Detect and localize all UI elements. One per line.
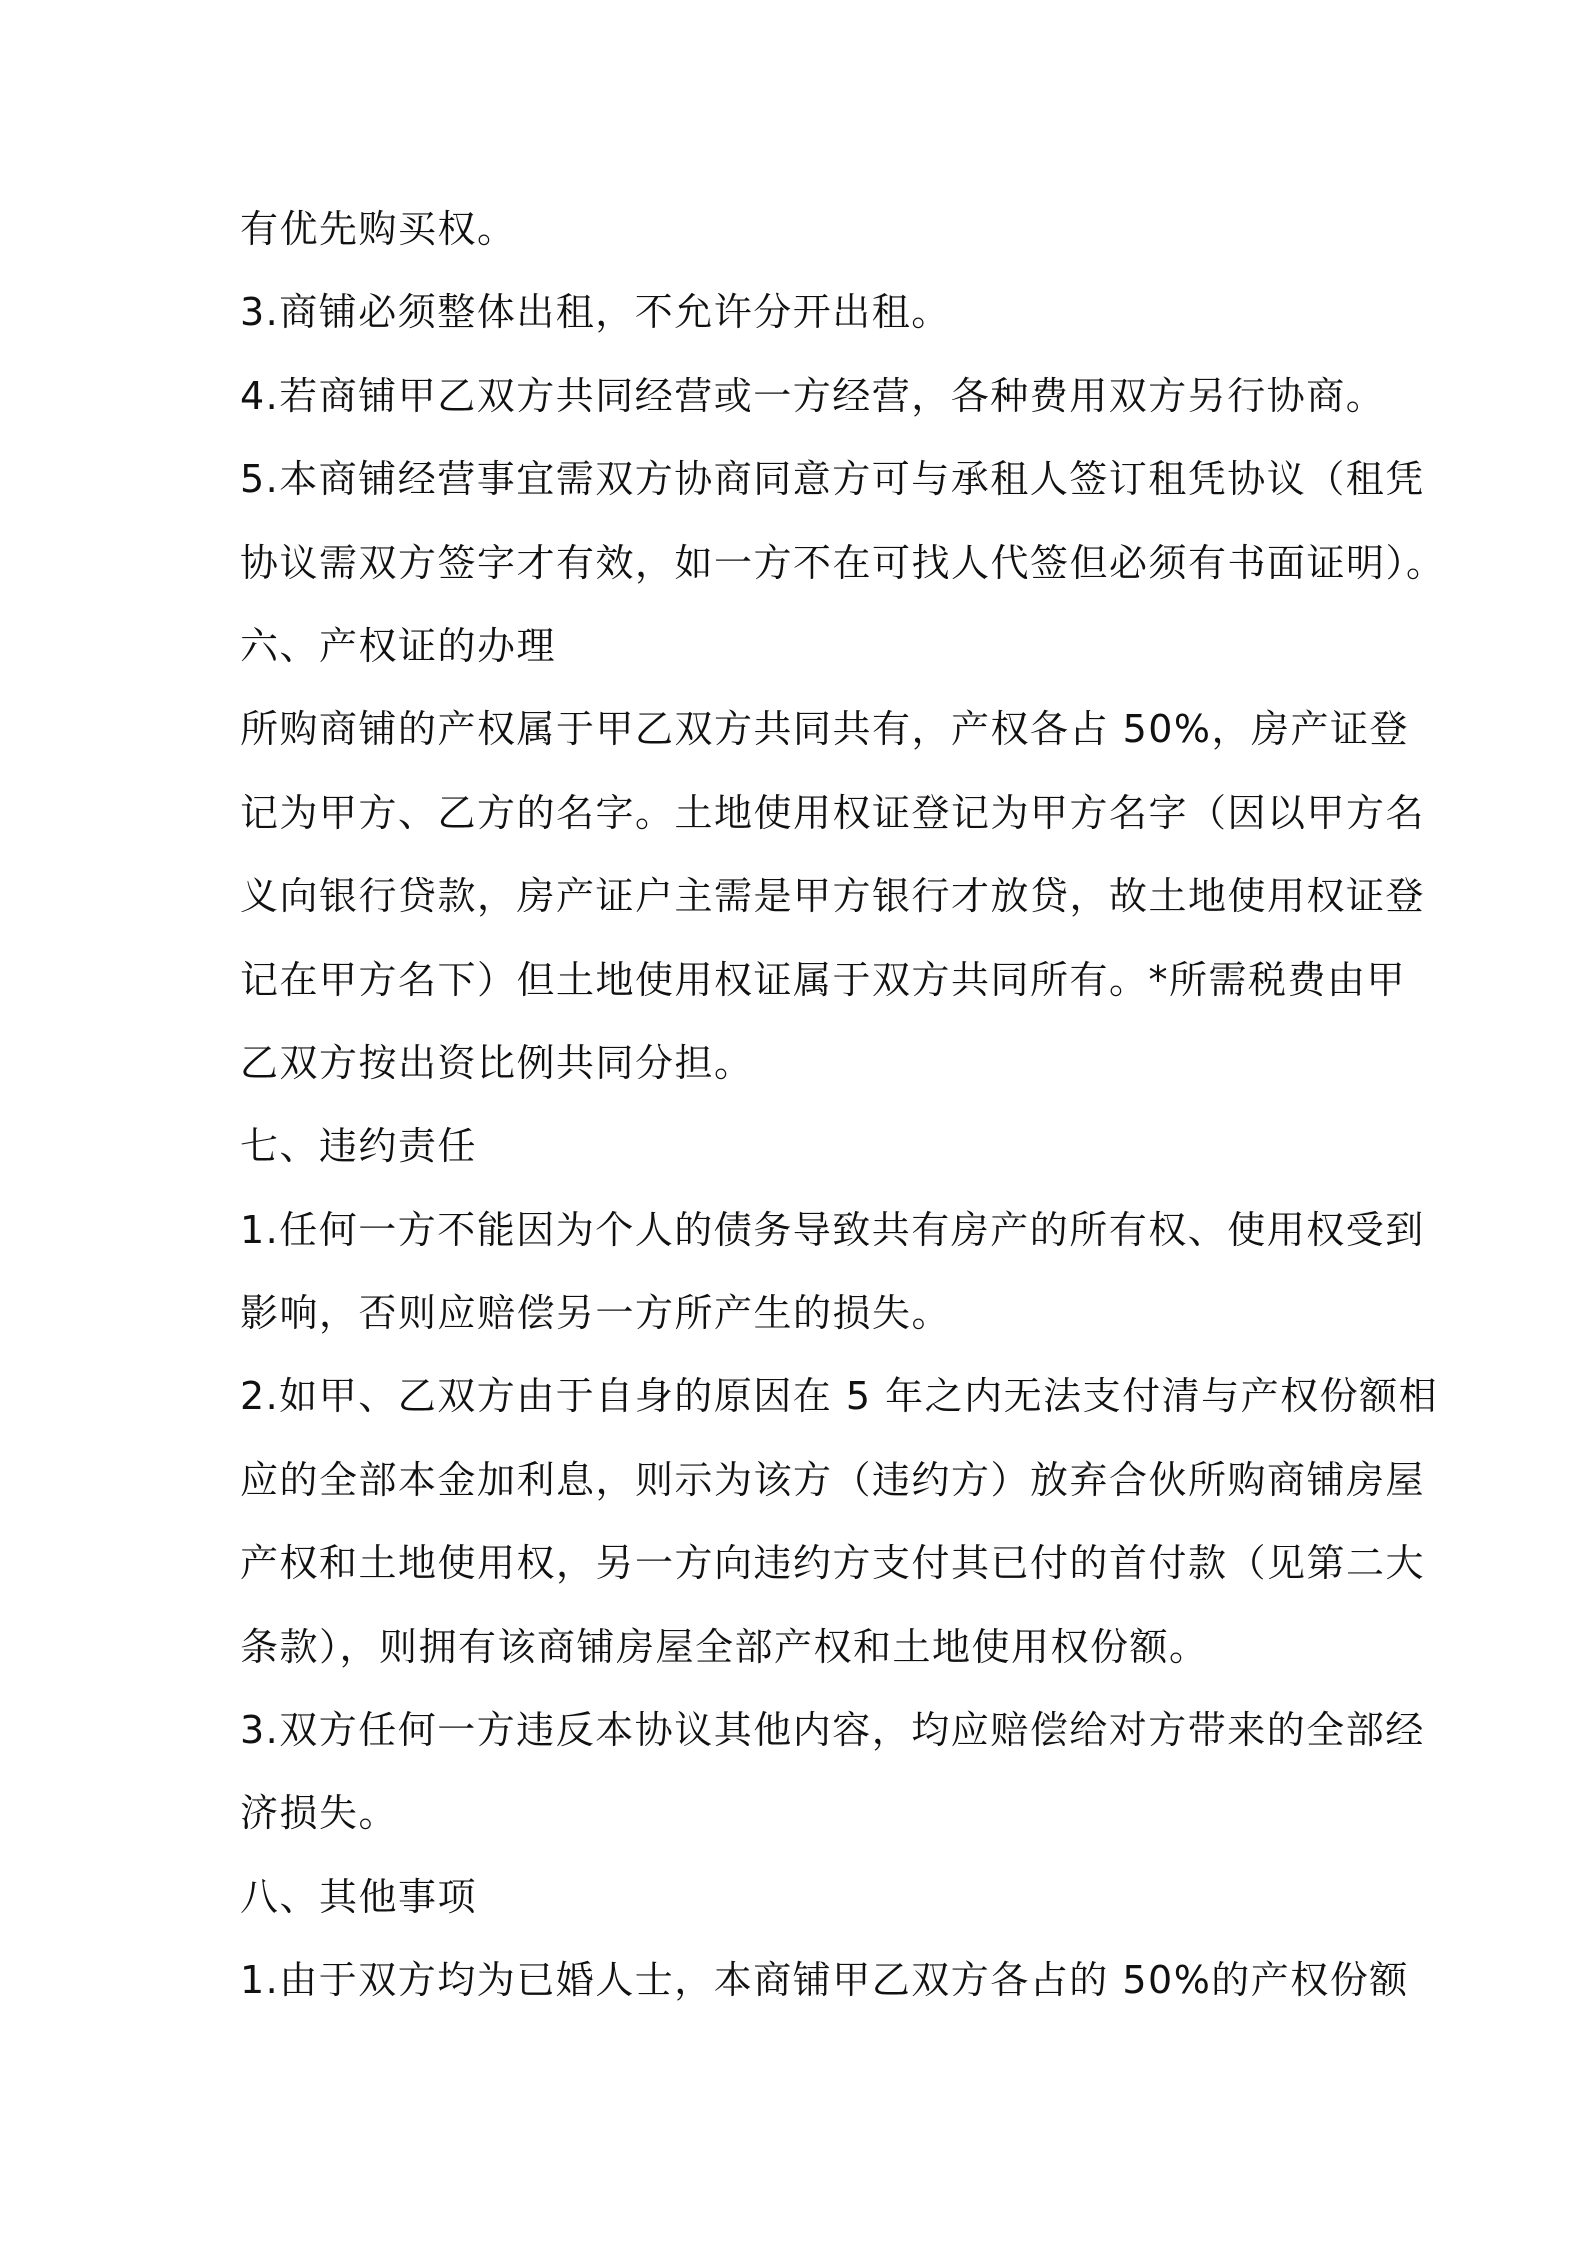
text-line: 条款），则拥有该商铺房屋全部产权和土地使用权份额。 — [240, 1624, 1209, 1669]
text-line: 1.任何一方不能因为个人的债务导致共有房产的所有权、使用权受到 — [240, 1207, 1425, 1252]
document-body — [240, 188, 1446, 2023]
text-line: 所购商铺的产权属于甲乙双方共同共有，产权各占 50%，房产证登 — [240, 707, 1410, 752]
text-line: 协议需双方签字才有效，如一方不在可找人代签但必须有书面证明）。 — [240, 540, 1446, 585]
text-line: 3.双方任何一方违反本协议其他内容，均应赔偿给对方带来的全部经 — [240, 1708, 1425, 1753]
text-line: 应的全部本金加利息，则示为该方（违约方）放弃合伙所购商铺房屋 — [240, 1457, 1426, 1502]
text-line: 5.本商铺经营事宜需双方协商同意方可与承租人签订租凭协议（租凭 — [240, 457, 1425, 502]
section-heading: 八、其他事项 — [240, 1874, 478, 1919]
text-line: 产权和土地使用权，另一方向违约方支付其已付的首付款（见第二大 — [240, 1541, 1426, 1586]
text-line: 记在甲方名下）但土地使用权证属于双方共同所有。*所需税费由甲 — [240, 957, 1407, 1002]
text-line: 记为甲方、乙方的名字。土地使用权证登记为甲方名字（因以甲方名 — [240, 790, 1426, 835]
text-line: 1.由于双方均为已婚人士，本商铺甲乙双方各占的 50%的产权份额 — [240, 1958, 1409, 2003]
text-line: 乙双方按出资比例共同分担。 — [240, 1040, 754, 1085]
section-heading: 七、违约责任 — [240, 1124, 478, 1169]
text-line: 4.若商铺甲乙双方共同经营或一方经营，各种费用双方另行协商。 — [240, 373, 1386, 418]
text-line: 影响，否则应赔偿另一方所产生的损失。 — [240, 1291, 952, 1336]
text-line: 3.商铺必须整体出租，不允许分开出租。 — [240, 290, 951, 335]
text-line: 2.如甲、乙双方由于自身的原因在 5 年之内无法支付清与产权份额相 — [240, 1374, 1439, 1419]
text-line: 济损失。 — [240, 1791, 399, 1836]
text-line: 有优先购买权。 — [240, 207, 517, 251]
section-heading: 六、产权证的办理 — [240, 623, 557, 668]
text-line: 义向银行贷款，房产证户主需是甲方银行才放贷，故土地使用权证登 — [240, 874, 1426, 919]
